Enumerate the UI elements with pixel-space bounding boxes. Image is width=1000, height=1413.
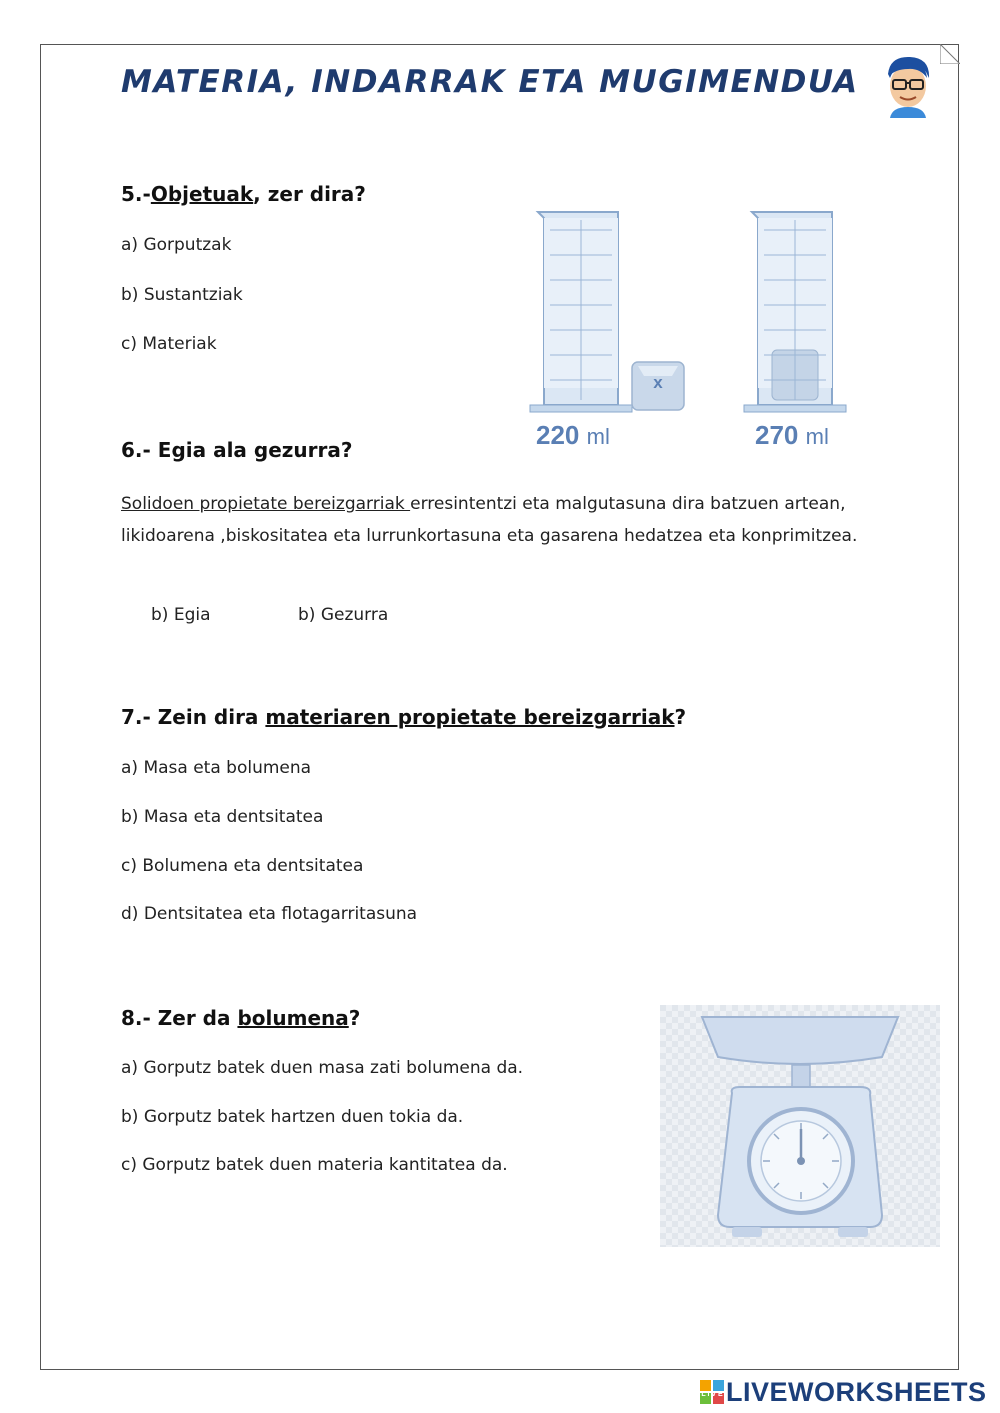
question-5-option-a[interactable]: a) Gorputzak	[121, 235, 232, 255]
brand-name: LIVEWORKSHEETS	[726, 1376, 987, 1407]
question-8-option-a[interactable]: a) Gorputz batek duen masa zati bolumena da.	[121, 1058, 524, 1078]
question-5-keyword: Objetuak	[150, 182, 254, 206]
page-title: MATERIA, INDARRAK ETA MUGIMENDUA	[121, 64, 859, 100]
question-8-option-c[interactable]: c) Gorputz batek duen materia kantitatea da.	[121, 1155, 508, 1175]
question-5-option-b[interactable]: b) Sustantziak	[121, 285, 243, 305]
question-8-keyword: bolumena	[237, 1006, 349, 1030]
question-8-suffix: ?	[348, 1006, 361, 1030]
kitchen-scale-illustration	[660, 1005, 940, 1247]
statement-text: erresintentzi eta malgutasuna dira batzuen artean, likidoarena ,biskositatea eta lurrunkortasuna eta gasarena hedatzea eta konprimitzea.	[121, 494, 858, 546]
question-7-option-b[interactable]: b) Masa eta dentsitatea	[121, 807, 324, 827]
left-volume-label	[536, 420, 610, 451]
avatar	[880, 52, 936, 122]
question-5-option-c[interactable]: c) Materiak	[121, 334, 217, 354]
question-6-option-false[interactable]: b) Gezurra	[298, 605, 389, 625]
question-8-option-b[interactable]: b) Gorputz batek hartzen duen tokia da.	[121, 1107, 464, 1127]
question-8-title	[121, 1006, 360, 1030]
question-7-title	[121, 705, 686, 729]
right-volume-unit: ml	[805, 424, 829, 449]
question-7-option-a[interactable]: a) Masa eta bolumena	[121, 758, 312, 778]
question-5-title	[121, 182, 366, 206]
brand-grid-icon	[700, 1380, 724, 1404]
statement-keyword: Solidoen propietate bereizgarriak	[121, 494, 411, 514]
cylinder-right	[744, 212, 846, 412]
question-7-prefix: 7.- Zein dira	[121, 705, 266, 729]
cylinder-left	[530, 212, 632, 412]
question-7-suffix: ?	[674, 705, 687, 729]
question-7-option-d[interactable]: d) Dentsitatea eta flotagarritasuna	[121, 904, 418, 924]
cube-label: x	[653, 373, 663, 392]
right-volume-label	[755, 420, 829, 451]
question-6-title: 6.- Egia ala gezurra?	[121, 438, 353, 462]
left-volume-value: 220	[536, 420, 580, 450]
question-6-statement	[121, 488, 881, 552]
left-volume-unit: ml	[586, 424, 610, 449]
question-5-suffix: , zer dira?	[253, 182, 366, 206]
question-7-option-c[interactable]: c) Bolumena eta dentsitatea	[121, 856, 364, 876]
question-6-option-true[interactable]: b) Egia	[151, 605, 211, 625]
brand-grid-letters: L I V E	[701, 1391, 723, 1398]
graduated-cylinders-illustration	[520, 200, 860, 420]
question-8-prefix: 8.- Zer da	[121, 1006, 238, 1030]
question-7-keyword: materiaren propietate bereizgarriak	[265, 705, 675, 729]
page-corner-fold	[940, 44, 960, 64]
question-5-number: 5.-	[121, 182, 151, 206]
right-volume-value: 270	[755, 420, 799, 450]
brand-logo	[700, 1377, 987, 1407]
ice-cube	[632, 362, 684, 410]
